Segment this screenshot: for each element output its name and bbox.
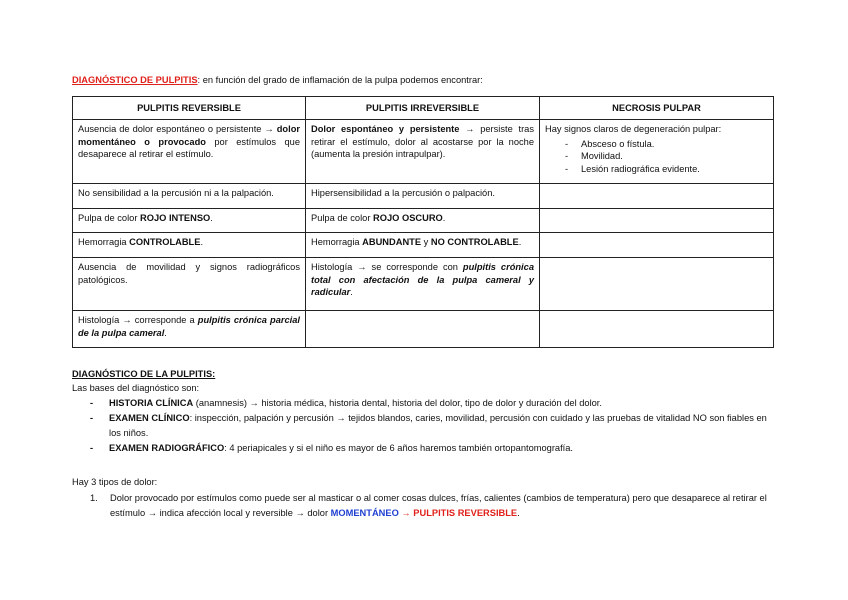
- cell-empty: [540, 209, 774, 233]
- pain-types-section: [72, 475, 778, 522]
- header-irreversible: PULPITIS IRREVERSIBLE: [306, 97, 540, 120]
- cell-empty: [540, 311, 774, 348]
- table-row: [73, 184, 774, 209]
- heading-title: DIAGNÓSTICO DE PULPITIS: [72, 75, 198, 85]
- cell-empty: [540, 233, 774, 258]
- cell-irreversible-percussion: Hipersensibilidad a la percusión o palpación.: [306, 184, 540, 209]
- cell-empty: [540, 184, 774, 209]
- list-item: - Absceso o fístula.: [565, 138, 768, 151]
- list-item: - EXAMEN RADIOGRÁFICO: 4 periapicales y si el niño es mayor de 6 años haremos también ortopantomografía.: [72, 441, 778, 456]
- header-necrosis: NECROSIS PULPAR: [540, 97, 774, 120]
- cell-reversible-pain: Ausencia de dolor espontáneo o persistente → dolor momentáneo o provocado por estímulos que desaparece al retirar el estímulo.: [73, 120, 306, 184]
- cell-irreversible-histology: Histología → se corresponde con pulpitis crónica total con afectación de la pulpa cameral y radicular.: [306, 258, 540, 311]
- table-header-row: [73, 97, 774, 120]
- diagnosis-section: [72, 368, 778, 457]
- header-reversible: PULPITIS REVERSIBLE: [73, 97, 306, 120]
- cell-empty: [540, 258, 774, 311]
- list-item: - HISTORIA CLÍNICA (anamnesis) → historia médica, historia dental, historia del dolor, tipo de dolor y duración del dolor.: [72, 396, 778, 411]
- table-row: [73, 209, 774, 233]
- cell-reversible-mobility: Ausencia de movilidad y signos radiográficos patológicos.: [73, 258, 306, 311]
- cell-irreversible-pain: Dolor espontáneo y persistente → persiste tras retirar el estímulo, dolor al acostarse por la noche (aumenta la presión intrapulpar).: [306, 120, 540, 184]
- heading-text: : en función del grado de inflamación de la pulpa podemos encontrar:: [197, 75, 483, 85]
- list-item: - EXAMEN CLÍNICO: inspección, palpación y percusión → tejidos blandos, caries, movilidad, percusión con cuidado y las pruebas de vitalidad NO son fiables en los niños.: [72, 411, 778, 442]
- list-item: - Movilidad.: [565, 150, 768, 163]
- table-row: [73, 258, 774, 311]
- pain-types-intro: Hay 3 tipos de dolor:: [72, 477, 158, 487]
- diagnosis-bases-list: [72, 396, 778, 457]
- list-item: - Lesión radiográfica evidente.: [565, 163, 768, 176]
- diagnosis-intro: Las bases del diagnóstico son:: [72, 382, 200, 393]
- cell-reversible-histology: Histología → corresponde a pulpitis crónica parcial de la pulpa cameral.: [73, 311, 306, 348]
- section-heading: [72, 73, 483, 87]
- cell-empty: [306, 311, 540, 348]
- pulpitis-table: [72, 96, 774, 348]
- cell-reversible-percussion: No sensibilidad a la percusión ni a la palpación.: [73, 184, 306, 209]
- cell-necrosis-signs: Hay signos claros de degeneración pulpar: - Absceso o fístula. - Movilidad. - Lesión radiográfica evidente.: [540, 120, 774, 184]
- cell-reversible-hemorrhage: Hemorragia CONTROLABLE.: [73, 233, 306, 258]
- diagnosis-title: DIAGNÓSTICO DE LA PULPITIS:: [72, 369, 216, 379]
- cell-irreversible-color: Pulpa de color ROJO OSCURO.: [306, 209, 540, 233]
- list-item: 1. Dolor provocado por estímulos como puede ser al masticar o al comer cosas dulces, frías, calientes (cambios de temperatura) pero que desaparece al retirar el estímulo → indica afección local y reversible → dolor MOMENTÁNEO → PULPITIS REVERSIBLE.: [90, 493, 767, 519]
- table-row: [73, 311, 774, 348]
- cell-reversible-color: Pulpa de color ROJO INTENSO.: [73, 209, 306, 233]
- cell-irreversible-hemorrhage: Hemorragia ABUNDANTE y NO CONTROLABLE.: [306, 233, 540, 258]
- table-row: [73, 120, 774, 184]
- table-row: [73, 233, 774, 258]
- necrosis-signs-list: [545, 138, 768, 176]
- pain-types-list: [72, 491, 778, 521]
